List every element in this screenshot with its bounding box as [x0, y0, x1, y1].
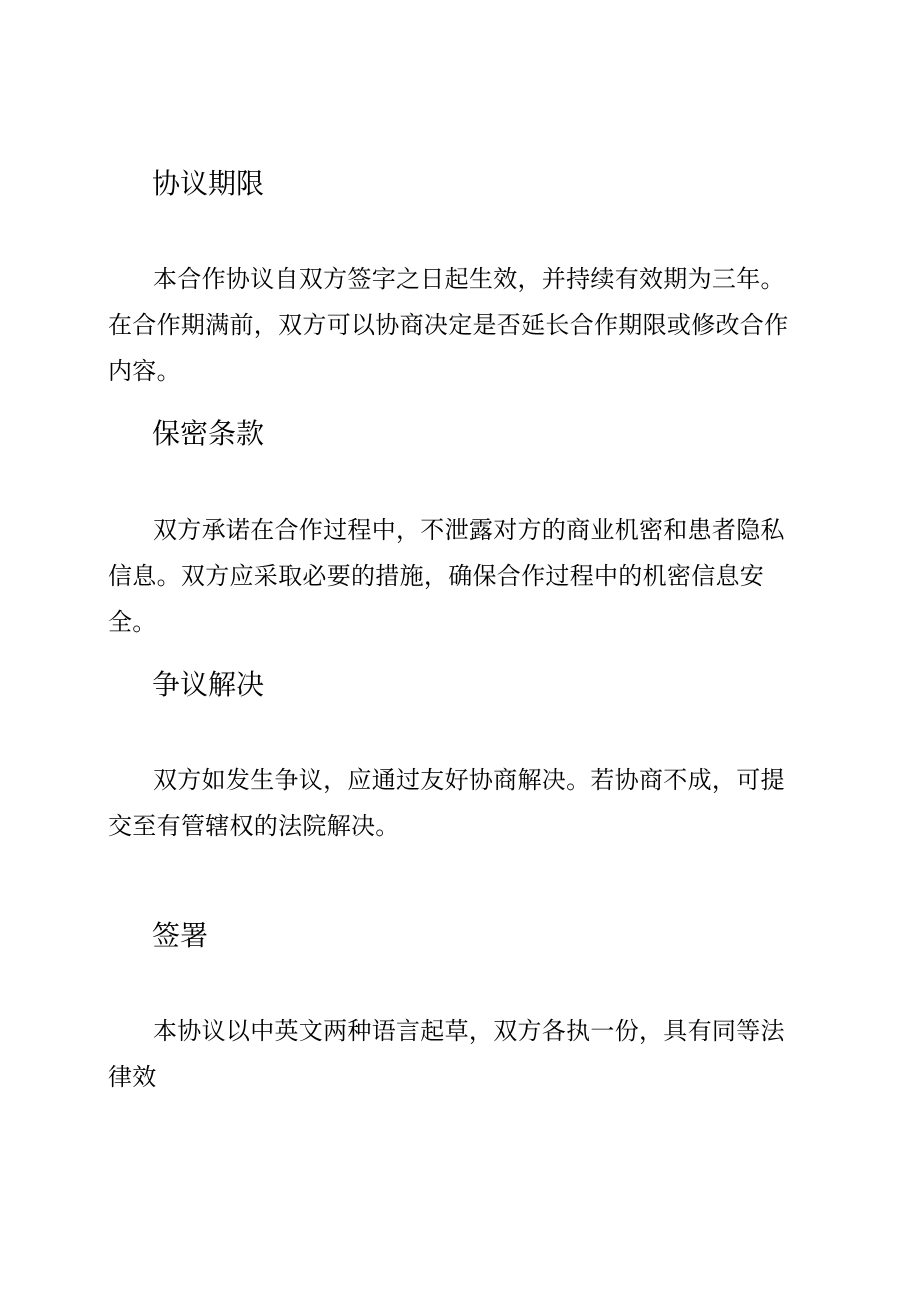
- section-paragraph-term: 本合作协议自双方签字之日起生效，并持续有效期为三年。在合作期满前，双方可以协商决定是否延长合作期限或修改合作内容。: [108, 265, 789, 385]
- section-heading-signing: 签署: [152, 919, 209, 952]
- section-heading-confidentiality: 保密条款: [152, 417, 265, 450]
- section-paragraph-signing: 本协议以中英文两种语言起草，双方各执一份，具有同等法律效: [108, 1017, 785, 1091]
- section-heading-dispute: 争议解决: [152, 668, 265, 701]
- section-paragraph-confidentiality: 双方承诺在合作过程中，不泄露对方的商业机密和患者隐私信息。双方应采取必要的措施，确保合作过程中的机密信息安全。: [108, 516, 785, 636]
- section-heading-term: 协议期限: [152, 167, 265, 200]
- section-paragraph-dispute: 双方如发生争议，应通过友好协商解决。若协商不成，可提交至有管辖权的法院解决。: [108, 766, 785, 840]
